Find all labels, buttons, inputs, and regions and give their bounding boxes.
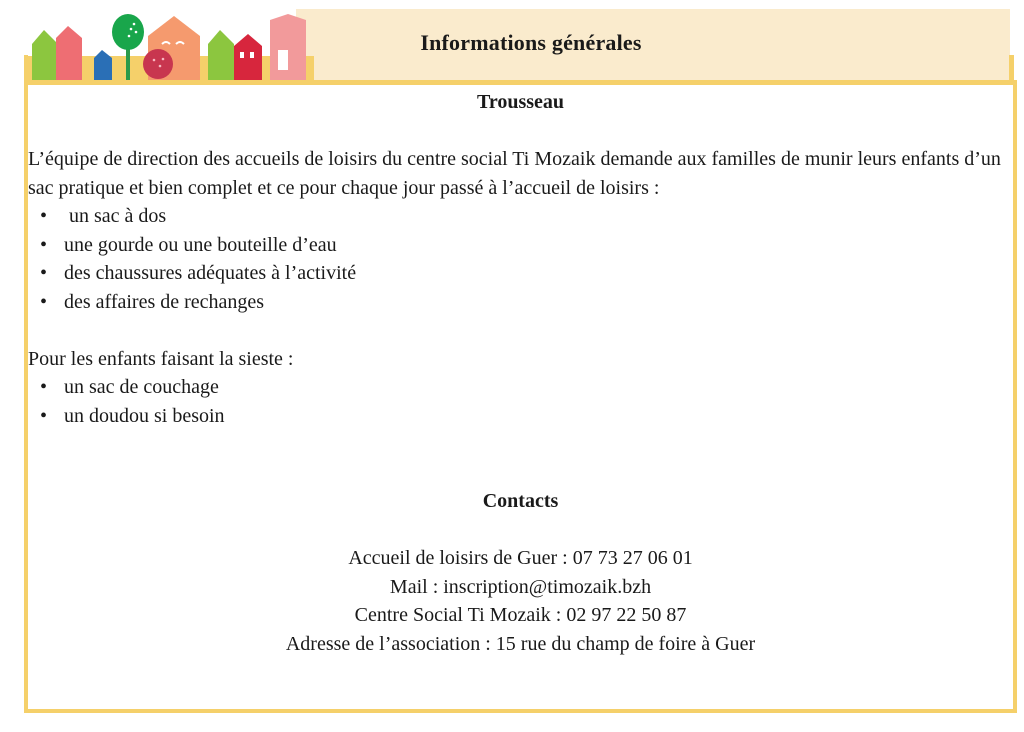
contact-line-mail: Mail : inscription@timozaik.bzh: [389, 575, 652, 598]
content: [28, 88, 1013, 658]
frame-right-strip: [1009, 55, 1014, 83]
list-item: • des chaussures adéquates à l’activité: [64, 259, 1013, 288]
section-title-trousseau: Trousseau: [476, 91, 565, 113]
list-item: • un doudou si besoin: [64, 402, 1013, 431]
contacts-block: [28, 544, 1013, 658]
trousseau-intro: L’équipe de direction des accueils de loisirs du centre social Ti Mozaik demande aux familles de munir leurs enfants d’un sac pratique et bien complet et ce pour chaque jour passé à l’accueil de loisirs :: [28, 148, 1001, 199]
contact-line-phone-centre: Centre Social Ti Mozaik : 02 97 22 50 87: [354, 604, 687, 626]
spacer: [28, 117, 1013, 146]
list-item: • un sac à dos: [64, 202, 1013, 231]
list-item: • une gourde ou une bouteille d’eau: [64, 231, 1013, 260]
spacer: [28, 516, 1013, 545]
section-title-contacts: Contacts: [482, 490, 559, 512]
list-item: • des affaires de rechanges: [64, 288, 1013, 317]
contact-line-phone-accueil: Accueil de loisirs de Guer : 07 73 27 06 01: [348, 547, 693, 569]
sieste-list: [28, 373, 1013, 430]
list-item: • un sac de couchage: [64, 373, 1013, 402]
header-title: Informations générales: [420, 30, 642, 55]
spacer: [28, 316, 1013, 345]
colorful-houses-illustration-icon: [24, 10, 314, 82]
sieste-intro: Pour les enfants faisant la sieste :: [28, 347, 294, 370]
trousseau-list: [28, 202, 1013, 316]
contact-line-address: Adresse de l’association : 15 rue du champ de foire à Guer: [285, 632, 756, 655]
spacer: [28, 430, 1013, 487]
